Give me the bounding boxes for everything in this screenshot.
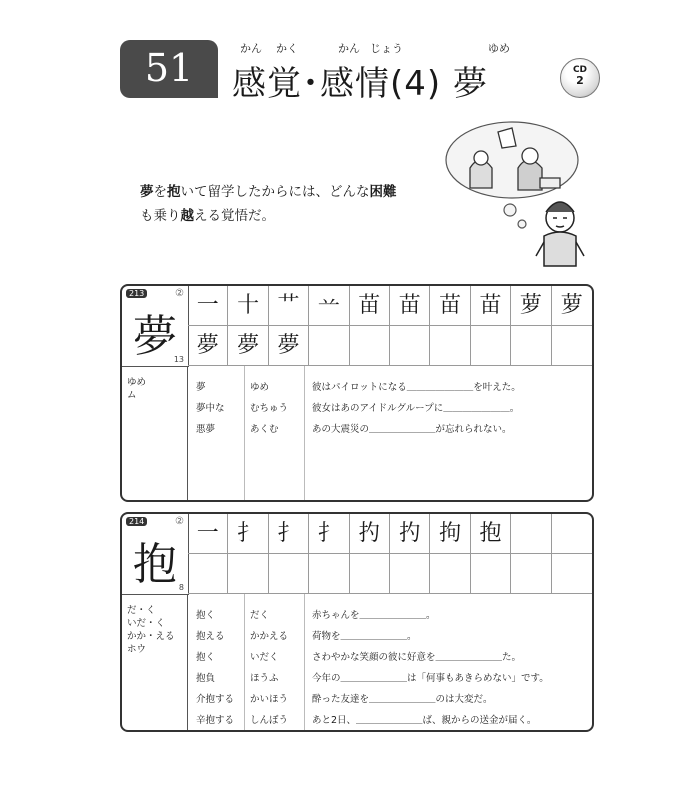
reading: だ・く bbox=[127, 605, 156, 616]
kanji-header-cell bbox=[122, 514, 189, 595]
vocab-sentence: 荷物を＿＿＿＿＿＿＿。 bbox=[312, 631, 417, 642]
lesson-number: 51 bbox=[144, 46, 194, 90]
big-kanji: 夢 bbox=[133, 311, 177, 362]
vocab-row bbox=[188, 395, 592, 416]
stroke-step: 一 bbox=[188, 514, 228, 554]
vocab-table bbox=[188, 594, 592, 730]
vocab-reading: ほうふ bbox=[250, 673, 279, 684]
ex-word-idaku: 抱 bbox=[167, 184, 181, 200]
vocab-word: 悪夢 bbox=[196, 424, 216, 435]
empty-practice-cell bbox=[430, 554, 470, 594]
dream-illustration bbox=[440, 118, 600, 268]
vocab-sentence: 今年の＿＿＿＿＿＿＿は「何事もあきらめない」です。 bbox=[312, 673, 549, 684]
vocab-row bbox=[188, 707, 592, 728]
ex-text: いて留学したからには、どんな bbox=[180, 184, 370, 200]
stroke-step: 䒑 bbox=[309, 286, 349, 326]
vocab-reading: いだく bbox=[250, 652, 279, 663]
reading: いだ・く bbox=[127, 618, 166, 629]
cd-track-number: 2 bbox=[576, 74, 584, 87]
grade-mark: ② bbox=[175, 288, 184, 299]
vocab-reading: かかえる bbox=[250, 631, 289, 642]
empty-practice-cell bbox=[269, 554, 309, 594]
reading: ホウ bbox=[127, 644, 147, 655]
reading: ゆめ bbox=[127, 377, 147, 388]
empty-practice-cell bbox=[430, 326, 470, 366]
stroke-step: 苗 bbox=[471, 286, 511, 326]
stroke-step: 扌 bbox=[269, 514, 309, 554]
grade-mark: ② bbox=[175, 516, 184, 527]
ruby-yume: ゆめ bbox=[488, 42, 510, 55]
kanji-readings bbox=[122, 366, 188, 500]
vocab-row bbox=[188, 686, 592, 707]
vocab-word: 抱える bbox=[196, 631, 225, 642]
vocab-row bbox=[188, 665, 592, 686]
vocab-reading: ゆめ bbox=[250, 382, 270, 393]
vocab-row bbox=[188, 374, 592, 395]
empty-practice-cell bbox=[188, 554, 228, 594]
vocab-word: 夢中な bbox=[196, 403, 225, 414]
vocab-sentence: 彼はパイロットになる＿＿＿＿＿＿＿を叶えた。 bbox=[312, 382, 521, 393]
stroke-step: 夢 bbox=[188, 326, 228, 366]
kanji-number: 214 bbox=[126, 517, 147, 526]
empty-practice-cell bbox=[390, 554, 430, 594]
empty-practice-cell bbox=[552, 554, 592, 594]
vocab-sentence: 酔った友達を＿＿＿＿＿＿＿のは大変だ。 bbox=[312, 694, 493, 705]
kanji-header-cell bbox=[122, 286, 189, 367]
stroke-step: 萝 bbox=[511, 286, 551, 326]
kanji-number: 213 bbox=[126, 289, 147, 298]
stroke-step: 扌 bbox=[228, 514, 268, 554]
empty-practice-cell bbox=[552, 326, 592, 366]
ex-word-konnan: 困難 bbox=[369, 184, 397, 200]
reading: ム bbox=[127, 390, 137, 401]
stroke-step: 苗 bbox=[390, 286, 430, 326]
example-line-1 bbox=[140, 180, 440, 204]
empty-practice-cell bbox=[350, 326, 390, 366]
stroke-step: 扚 bbox=[390, 514, 430, 554]
big-kanji: 抱 bbox=[133, 539, 177, 590]
stroke-step: 苗 bbox=[430, 286, 470, 326]
stroke-step: 萝 bbox=[552, 286, 592, 326]
empty-practice-cell bbox=[309, 554, 349, 594]
reading: かか・える bbox=[127, 631, 175, 642]
ex-text: を bbox=[153, 184, 167, 200]
vocab-row bbox=[188, 644, 592, 665]
ruby-kan-2: かん bbox=[338, 42, 360, 55]
ex-text: える覚悟だ。 bbox=[194, 208, 275, 224]
empty-practice-cell bbox=[471, 554, 511, 594]
empty-practice-cell bbox=[350, 554, 390, 594]
stroke-step: 一 bbox=[188, 286, 228, 326]
stroke-order-grid bbox=[188, 286, 592, 366]
stroke-step: 扌 bbox=[309, 514, 349, 554]
kanji-card-yume bbox=[120, 284, 594, 502]
vocab-word: 抱く bbox=[196, 610, 216, 621]
empty-practice-cell bbox=[228, 554, 268, 594]
kanji-card-daku bbox=[120, 512, 594, 732]
empty-practice-cell bbox=[309, 326, 349, 366]
vocab-row bbox=[188, 416, 592, 437]
vocab-table bbox=[188, 366, 592, 500]
stroke-step: 十 bbox=[228, 286, 268, 326]
stroke-step: 夢 bbox=[269, 326, 309, 366]
ruby-kan-1: かん bbox=[240, 42, 262, 55]
example-sentence bbox=[140, 180, 440, 228]
vocab-word: 抱く bbox=[196, 652, 216, 663]
example-line-2 bbox=[140, 204, 440, 228]
vocab-sentence: あの大震災の＿＿＿＿＿＿＿が忘れられない。 bbox=[312, 424, 512, 435]
page-title: 感覚･感情(4) 夢 bbox=[232, 64, 488, 104]
stroke-step: 拘 bbox=[430, 514, 470, 554]
empty-practice-cell bbox=[552, 514, 592, 554]
stroke-step: 苗 bbox=[350, 286, 390, 326]
empty-practice-cell bbox=[511, 326, 551, 366]
vocab-word: 夢 bbox=[196, 382, 206, 393]
vocab-reading: しんぼう bbox=[250, 715, 289, 726]
empty-practice-cell bbox=[511, 554, 551, 594]
kanji-readings bbox=[122, 594, 188, 730]
vocab-row bbox=[188, 602, 592, 623]
ruby-kaku: かく bbox=[276, 42, 298, 55]
vocab-reading: だく bbox=[250, 610, 270, 621]
empty-practice-cell bbox=[471, 326, 511, 366]
lesson-number-tab bbox=[120, 40, 218, 98]
ex-word-koeru: 越 bbox=[180, 208, 194, 224]
cd-label: CD bbox=[572, 65, 588, 75]
cd-track-icon bbox=[560, 58, 600, 98]
vocab-reading: かいほう bbox=[250, 694, 289, 705]
vocab-reading: あくむ bbox=[250, 424, 279, 435]
vocab-word: 辛抱する bbox=[196, 715, 235, 726]
vocab-reading: むちゅう bbox=[250, 403, 289, 414]
empty-practice-cell bbox=[390, 326, 430, 366]
vocab-sentence: さわやかな笑顔の彼に好意を＿＿＿＿＿＿＿た。 bbox=[312, 652, 522, 663]
empty-practice-cell bbox=[511, 514, 551, 554]
vocab-sentence: 赤ちゃんを＿＿＿＿＿＿＿。 bbox=[312, 610, 436, 621]
ex-word-yume: 夢 bbox=[140, 184, 154, 200]
stroke-order-grid bbox=[188, 514, 592, 594]
vocab-row bbox=[188, 623, 592, 644]
vocab-sentence: 彼女はあのアイドルグループに＿＿＿＿＿＿＿。 bbox=[312, 403, 520, 414]
vocab-sentence: あと2日、＿＿＿＿＿＿＿ば、親からの送金が届く。 bbox=[312, 715, 537, 726]
ruby-jou: じょう bbox=[370, 42, 403, 55]
stroke-step: 抱 bbox=[471, 514, 511, 554]
stroke-count: 13 bbox=[173, 355, 184, 364]
stroke-step: 夢 bbox=[228, 326, 268, 366]
stroke-step: 艹 bbox=[269, 286, 309, 326]
stroke-count: 8 bbox=[178, 583, 184, 592]
vocab-word: 抱負 bbox=[196, 673, 216, 684]
stroke-step: 扚 bbox=[350, 514, 390, 554]
ex-text: も乗り bbox=[140, 208, 181, 224]
vocab-word: 介抱する bbox=[196, 694, 235, 705]
